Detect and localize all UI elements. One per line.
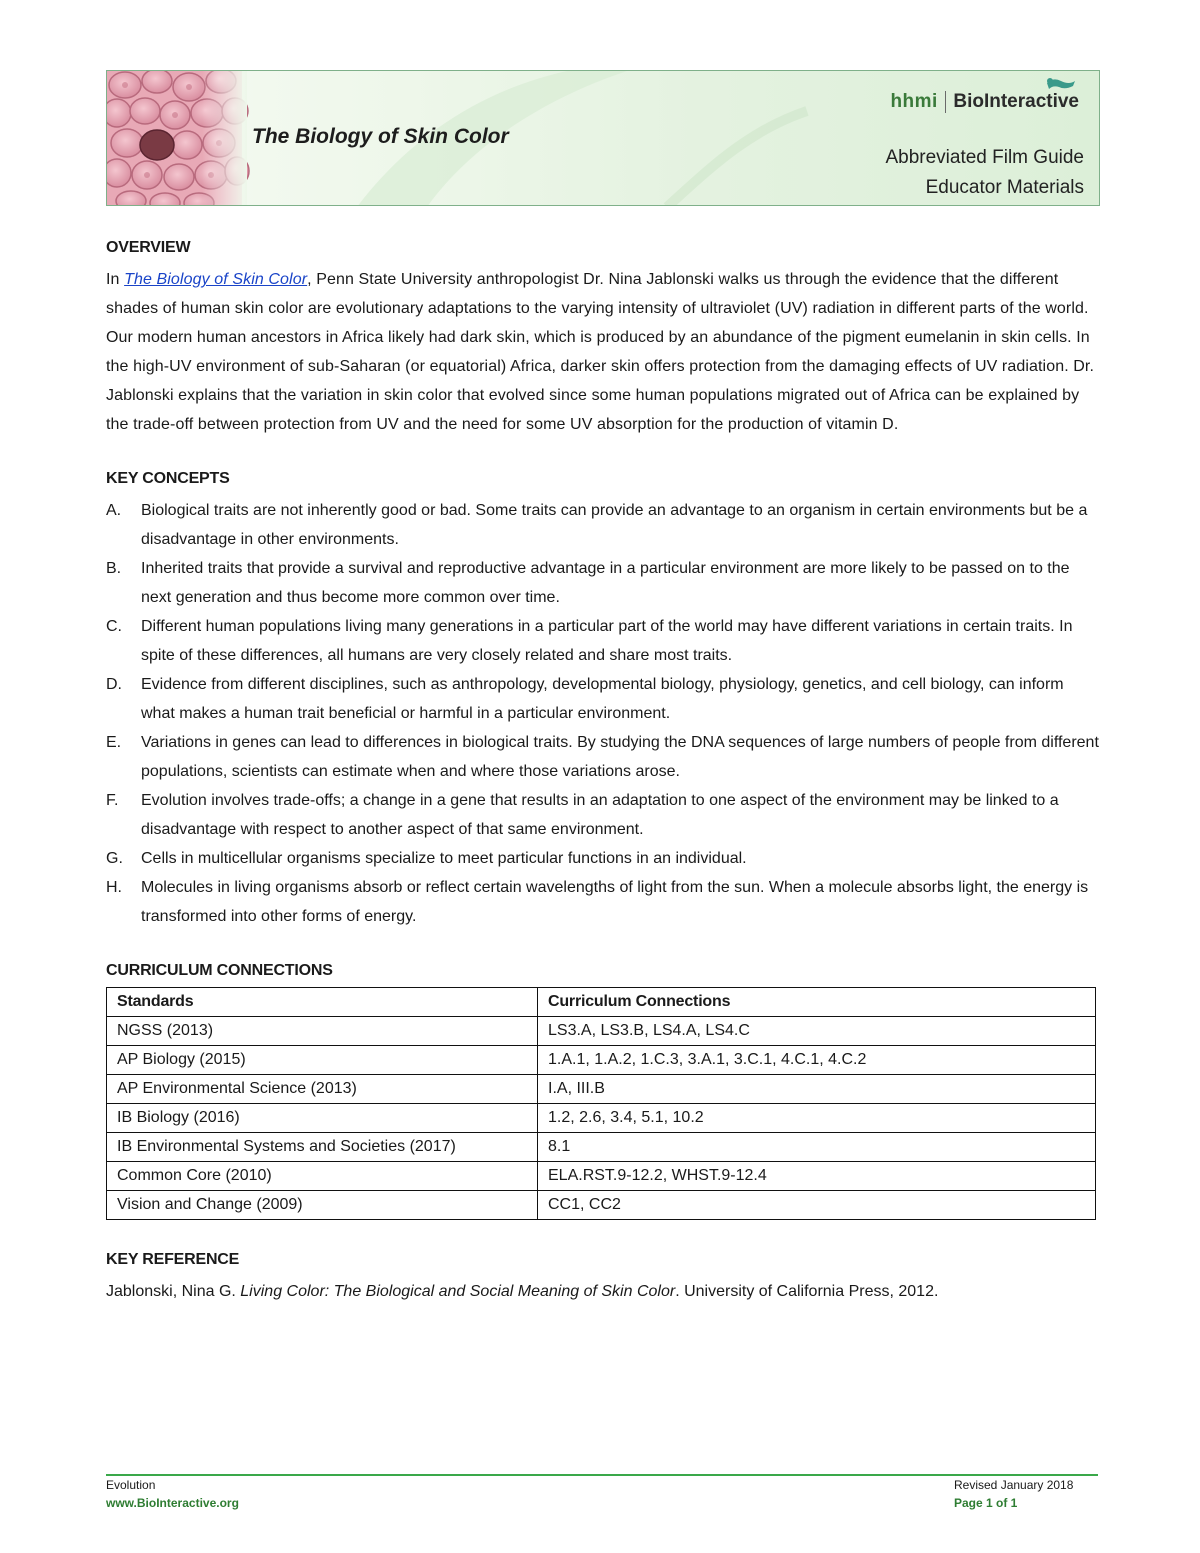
footer-revised-date: Revised January 2018 — [954, 1478, 1074, 1492]
key-concepts-heading: KEY CONCEPTS — [106, 470, 230, 487]
footer-right — [954, 1476, 1073, 1512]
footer-divider — [106, 1474, 1098, 1476]
lizard-icon — [1047, 78, 1075, 89]
overview-body: , Penn State University anthropologist Dr. Nina Jablonski walks us through the evidence that the different shades of human skin color are evolutionary adaptations to the varying intensity of ultraviolet (UV) radiation in different parts of the world. Our modern human ancestors in Africa likely had dark skin, which is produced by an abundance of the pigment eumelanin in skin cells. In the high-UV environment of sub-Saharan (or equatorial) Africa, darker skin offers protection from the damaging effects of UV radiation. Dr. Jablonski explains that the variation in skin color that evolved since some human populations migrated out of Africa can be explained by the trade-off between protection from UV and the need for some UV absorption for the production of vitamin D. — [106, 271, 1095, 433]
list-item — [106, 612, 1100, 670]
table-row — [107, 1162, 1096, 1191]
connections-cell: CC1, CC2 — [538, 1191, 1096, 1220]
list-item-text: Evidence from different disciplines, such as anthropology, developmental biology, physiology, genetics, and cell biology, can inform what makes a human trait beneficial or harmful in a particular environment. — [141, 676, 1064, 722]
logo-divider — [945, 91, 947, 113]
footer-left — [106, 1476, 239, 1512]
hhmi-logo-text: hhmi — [890, 91, 938, 112]
list-item — [106, 554, 1100, 612]
standard-cell: IB Biology (2016) — [107, 1104, 538, 1133]
table-row — [107, 1046, 1096, 1075]
footer-page-number: Page 1 of 1 — [954, 1496, 1018, 1510]
list-item — [106, 786, 1100, 844]
standard-cell: AP Biology (2015) — [107, 1046, 538, 1075]
table-row — [107, 1104, 1096, 1133]
list-item-text: Evolution involves trade-offs; a change in a gene that results in an adaptation to one aspect of the environment may be linked to a disadvantage with respect to another aspect of that same environment. — [141, 792, 1059, 838]
document-body — [106, 238, 1100, 1306]
header-banner — [106, 70, 1100, 206]
connections-cell: ELA.RST.9-12.2, WHST.9-12.4 — [538, 1162, 1096, 1191]
list-item — [106, 728, 1100, 786]
column-header-connections: Curriculum Connections — [538, 988, 1096, 1017]
connections-cell: I.A, III.B — [538, 1075, 1096, 1104]
overview-paragraph — [106, 265, 1100, 439]
table-row — [107, 1017, 1096, 1046]
reference-citation — [106, 1277, 1100, 1306]
list-item — [106, 873, 1100, 931]
subtitle-line-2: Educator Materials — [925, 177, 1084, 198]
connections-cell: 1.2, 2.6, 3.4, 5.1, 10.2 — [538, 1104, 1096, 1133]
table-row — [107, 1133, 1096, 1162]
connections-cell: 8.1 — [538, 1133, 1096, 1162]
list-marker: C. — [106, 618, 122, 635]
key-concepts-section — [106, 469, 1100, 931]
standard-cell: Common Core (2010) — [107, 1162, 538, 1191]
overview-intro: In — [106, 271, 125, 288]
biointeractive-logo-text: BioInteractive — [953, 91, 1079, 112]
list-item-text: Variations in genes can lead to differences in biological traits. By studying the DNA sequences of large numbers of people from different populations, scientists can estimate when and where those variations arose. — [141, 734, 1099, 780]
footer-unit: Evolution — [106, 1478, 156, 1492]
document-type — [885, 143, 1084, 203]
curriculum-section — [106, 961, 1100, 1220]
list-item-text: Inherited traits that provide a survival and reproductive advantage in a particular environment are more likely to be passed on to the next generation and thus become more common over time. — [141, 560, 1070, 606]
list-marker: B. — [106, 560, 122, 577]
list-marker: G. — [106, 850, 123, 867]
curriculum-table — [106, 987, 1096, 1220]
list-item-text: Different human populations living many generations in a particular part of the world may have different variations in certain traits. In spite of these differences, all humans are very closely related and share most traits. — [141, 618, 1073, 664]
subtitle-line-1: Abbreviated Film Guide — [885, 147, 1084, 168]
connections-cell: LS3.A, LS3.B, LS4.A, LS4.C — [538, 1017, 1096, 1046]
list-item — [106, 496, 1100, 554]
standard-cell: IB Environmental Systems and Societies (2017) — [107, 1133, 538, 1162]
reference-book-title: Living Color: The Biological and Social Meaning of Skin Color — [240, 1283, 676, 1300]
list-item-text: Biological traits are not inherently good or bad. Some traits can provide an advantage to an organism in certain environments but be a disadvantage in other environments. — [141, 502, 1088, 548]
table-header-row — [107, 988, 1096, 1017]
table-row — [107, 1075, 1096, 1104]
list-marker: H. — [106, 879, 122, 896]
hhmi-biointeractive-logo[interactable] — [890, 91, 1079, 113]
curriculum-heading: CURRICULUM CONNECTIONS — [106, 962, 333, 979]
film-link[interactable]: The Biology of Skin Color — [124, 271, 308, 288]
list-item — [106, 670, 1100, 728]
standard-cell: NGSS (2013) — [107, 1017, 538, 1046]
reference-publisher: . University of California Press, 2012. — [675, 1283, 939, 1300]
connections-cell: 1.A.1, 1.A.2, 1.C.3, 3.A.1, 3.C.1, 4.C.1, 4.C.2 — [538, 1046, 1096, 1075]
standard-cell: Vision and Change (2009) — [107, 1191, 538, 1220]
list-marker: D. — [106, 676, 122, 693]
key-concepts-list — [106, 496, 1100, 931]
standard-cell: AP Environmental Science (2013) — [107, 1075, 538, 1104]
footer-website-link[interactable]: www.BioInteractive.org — [106, 1496, 239, 1510]
table-row — [107, 1191, 1096, 1220]
overview-section — [106, 238, 1100, 439]
document-title: The Biology of Skin Color — [252, 125, 509, 148]
reference-author: Jablonski, Nina G. — [106, 1283, 241, 1300]
key-reference-section — [106, 1250, 1100, 1306]
overview-heading: OVERVIEW — [106, 239, 191, 256]
column-header-standards: Standards — [107, 988, 538, 1017]
list-marker: F. — [106, 792, 119, 809]
list-marker: E. — [106, 734, 122, 751]
list-marker: A. — [106, 502, 122, 519]
list-item-text: Cells in multicellular organisms specialize to meet particular functions in an individual. — [141, 850, 747, 867]
list-item — [106, 844, 1100, 873]
key-reference-heading: KEY REFERENCE — [106, 1251, 240, 1268]
list-item-text: Molecules in living organisms absorb or reflect certain wavelengths of light from the sun. When a molecule absorbs light, the energy is transformed into other forms of energy. — [141, 879, 1089, 925]
